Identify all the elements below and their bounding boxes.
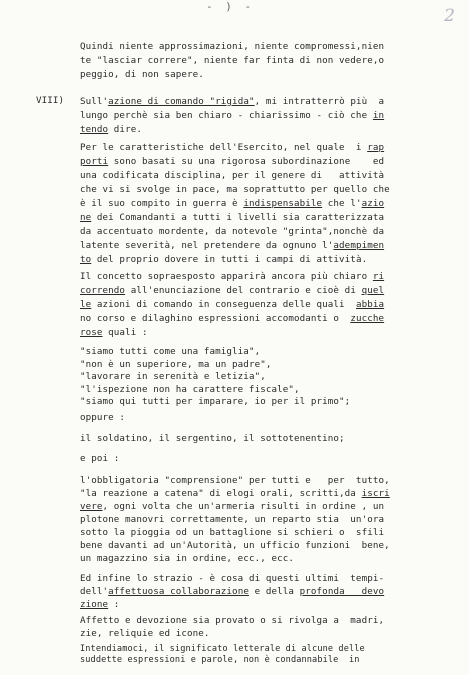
text-line: Sull'azione di comando "rigida", mi intratterrò più a [80,96,385,107]
text-line: Intendiamoci, il significato letterale di alcune delle [80,644,365,654]
paragraph-intendiamoci [80,644,446,666]
text-line: ne dei Comandanti a tutti i livelli sia caratterizzata [80,212,385,223]
quote-line: "lavorare in serenità e letizia", [80,371,266,382]
text-line: latente severità, nel pretendere da ognuno l'adempimen [80,240,385,251]
paragraph-concept [80,270,446,340]
epoi-line: e poi : [80,453,120,464]
text-line: sotto la pioggia od un battaglione si schieri o sfili [80,527,385,538]
paragraph-strazio [80,572,446,611]
quote-line: "non è un superiore, ma un padre", [80,358,272,370]
text-line: un magazzino sia in ordine, ecc., ecc. [80,553,294,564]
header-mark: - ) - [206,0,255,13]
text-line: una codificata disciplina, per il genere di attività [80,170,385,181]
text-line: no corso e dilaghino espressioni accomodanti o zucche [80,313,385,324]
text-line: peggio, di non sapere. [80,69,204,80]
text-line: Ed infine lo strazio - è cosa di questi ultimi tempi- [80,573,385,584]
soldatino-line: il soldatino, il sergentino, il sottotenentino; [80,433,345,444]
page-number: 2 [444,6,455,26]
text-line: porti sono basati su una rigorosa subordinazione ed [80,156,385,167]
text-line: Affetto e devozione sia provato o si rivolga a madri, [80,615,385,626]
text-line: che vi si svolge in pace, ma soprattutto per quello che [80,184,390,195]
text-line: lungo perchè sia ben chiaro - chiarissimo - ciò che in [80,110,385,121]
text-line: zione : [80,599,120,610]
text-line: "la reazione a catena" di elogi orali, scritti,da iscri [80,488,390,499]
section-heading-paragraph [80,95,446,137]
quotes-list [80,346,446,409]
text-line: suddette espressioni e parole, non è condannabile in [80,655,360,665]
paragraph-comprehension [80,474,446,565]
text-line: le azioni di comando in conseguenza delle quali abbia [80,299,385,310]
quote-line: "l'ispezione non ha carattere fiscale", [80,383,300,395]
text-line: tendo dire. [80,124,142,135]
text-line: vere, ogni volta che un'armeria risulti in ordine , un [80,501,385,512]
section-number: VIII) [36,95,65,106]
text-line: l'obbligatoria "comprensione" per tutti e per tutto, [80,475,390,486]
text-line: correndo all'enunciazione del contrario e cioè di quel [80,285,385,296]
text-line: te "lasciar correre", niente far finta di non vedere,o [80,55,385,66]
text-line: bene davanti ad un'Autorità, un ufficio funzioni bene, [80,540,390,551]
text-line: rose quali : [80,327,148,338]
text-line: zie, reliquie ed icone. [80,628,210,639]
text-line: da accentuato mordente, da notevole "grinta",nonchè da [80,226,385,237]
oppure-line: oppure : [80,412,126,423]
intro-paragraph [80,40,446,82]
text-line: plotone manovri correttamente, un reparto stia un'ora [80,514,385,525]
paragraph-army [80,141,446,267]
text-line: dell'affettuosa collaborazione e della profonda devo [80,586,385,597]
quote-line: "siamo qui tutti per imparare, io per il primo"; [80,396,351,407]
text-line: Il concetto sopraesposto apparirà ancora più chiaro ri [80,271,385,282]
quote-line: "siamo tutti come una famiglia", [80,346,261,357]
paragraph-affetto [80,614,446,640]
text-line: Per le caratteristiche dell'Esercito, nel quale i rap [80,142,385,153]
text-line: to del proprio dovere in tutti i campi di attività. [80,254,368,265]
text-line: è il suo compito in guerra è indispensabile che l'azio [80,198,385,209]
text-line: Quindi niente approssimazioni, niente compromessi,nien [80,41,385,52]
